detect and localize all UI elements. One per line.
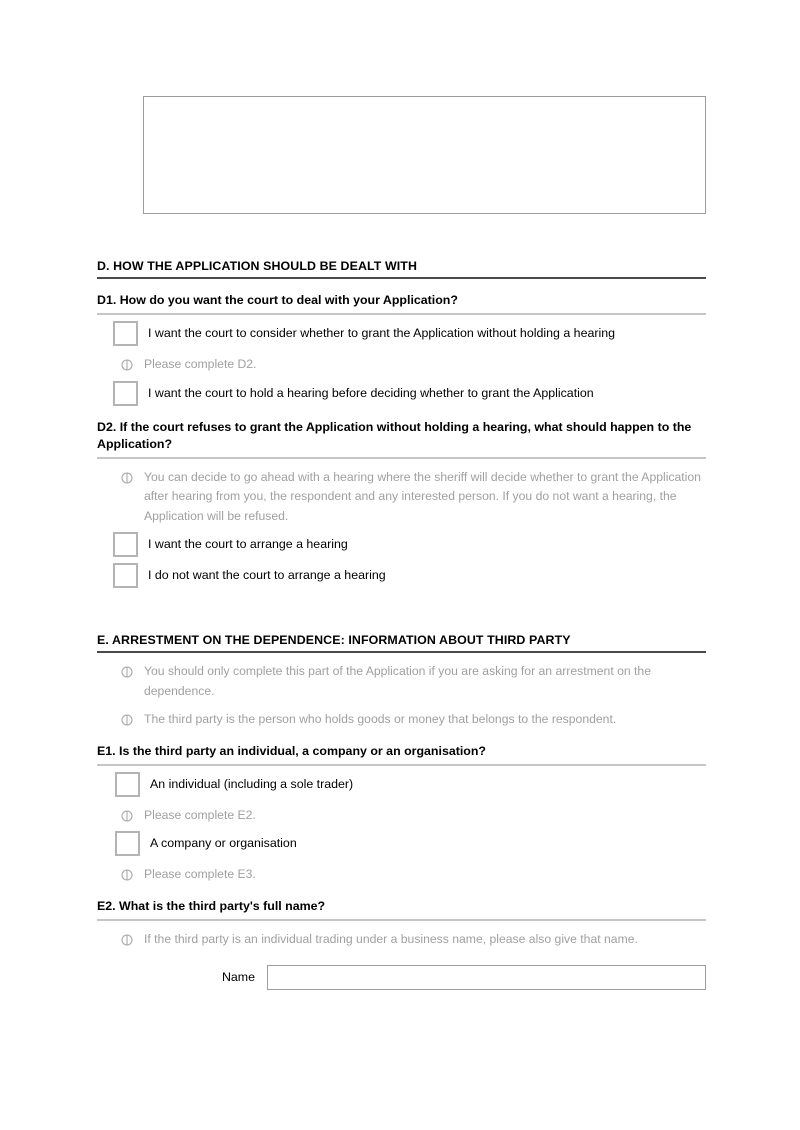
checkbox-d2-arrange-hearing[interactable]	[113, 532, 138, 557]
option-label: A company or organisation	[150, 836, 297, 850]
hint-complete-e3	[97, 865, 706, 885]
question-heading-d2: D2. If the court refuses to grant the Application without holding a hearing, what should happen to the Application?	[97, 406, 706, 459]
section-spacer	[97, 588, 706, 632]
hint-text: You should only complete this part of the Application if you are asking for an arrestment on the dependence.	[144, 664, 651, 698]
info-circle-icon	[121, 930, 133, 950]
option-label: I do not want the court to arrange a hearing	[148, 568, 386, 582]
info-circle-icon	[121, 662, 133, 682]
hint-text: If the third party is an individual trading under a business name, please also give that name.	[144, 931, 638, 946]
field-row-name	[97, 965, 706, 990]
option-label: I want the court to consider whether to grant the Application without holding a hearing	[148, 326, 616, 340]
option-d1-hold-hearing[interactable]	[97, 381, 706, 406]
checkbox-d1-hold-hearing[interactable]	[113, 381, 138, 406]
checkbox-e1-company[interactable]	[115, 831, 140, 856]
hint-e2-business-name	[97, 930, 706, 950]
option-label: I want the court to hold a hearing before deciding whether to grant the Application	[148, 385, 594, 400]
option-e1-company[interactable]	[97, 831, 706, 856]
checkbox-e1-individual[interactable]	[115, 772, 140, 797]
name-input[interactable]	[267, 965, 706, 990]
hint-complete-e2	[97, 806, 706, 826]
free-text-box[interactable]	[143, 96, 706, 214]
hint-e-third-party-definition	[97, 710, 706, 730]
checkbox-d2-no-hearing[interactable]	[113, 563, 138, 588]
question-heading-e2: E2. What is the third party's full name?	[97, 885, 706, 921]
option-label: I want the court to arrange a hearing	[148, 537, 348, 551]
hint-e-arrestment-scope	[97, 662, 706, 701]
option-e1-individual[interactable]	[97, 772, 706, 797]
checkbox-d1-no-hearing[interactable]	[113, 321, 138, 346]
option-d2-arrange-hearing[interactable]	[97, 532, 706, 557]
info-circle-icon	[121, 468, 133, 488]
hint-text: Please complete E3.	[144, 867, 256, 881]
form-content	[97, 258, 706, 990]
hint-text: Please complete E2.	[144, 807, 256, 822]
question-heading-d1: D1. How do you want the court to deal with your Application?	[97, 279, 706, 315]
info-circle-icon	[121, 865, 133, 885]
section-heading-d: D. HOW THE APPLICATION SHOULD BE DEALT WITH	[97, 258, 706, 279]
option-label: An individual (including a sole trader)	[150, 776, 354, 791]
hint-text: You can decide to go ahead with a hearing where the sheriff will decide whether to grant the Application after hearing from you, the respondent and any interested person. If you do not want a hearing, the Application will be refused.	[144, 469, 701, 523]
info-circle-icon	[121, 806, 133, 826]
question-heading-e1: E1. Is the third party an individual, a company or an organisation?	[97, 730, 706, 766]
info-circle-icon	[121, 355, 133, 375]
hint-text: The third party is the person who holds goods or money that belongs to the respondent.	[144, 712, 617, 726]
info-circle-icon	[121, 710, 133, 730]
hint-d2-explanation	[97, 468, 706, 527]
option-d1-no-hearing[interactable]	[97, 321, 706, 346]
hint-complete-d2	[97, 355, 706, 375]
section-heading-e: E. ARRESTMENT ON THE DEPENDENCE: INFORMATION ABOUT THIRD PARTY	[97, 632, 706, 653]
name-field-label: Name	[221, 970, 255, 984]
hint-text: Please complete D2.	[144, 357, 257, 371]
option-d2-no-hearing[interactable]	[97, 563, 706, 588]
